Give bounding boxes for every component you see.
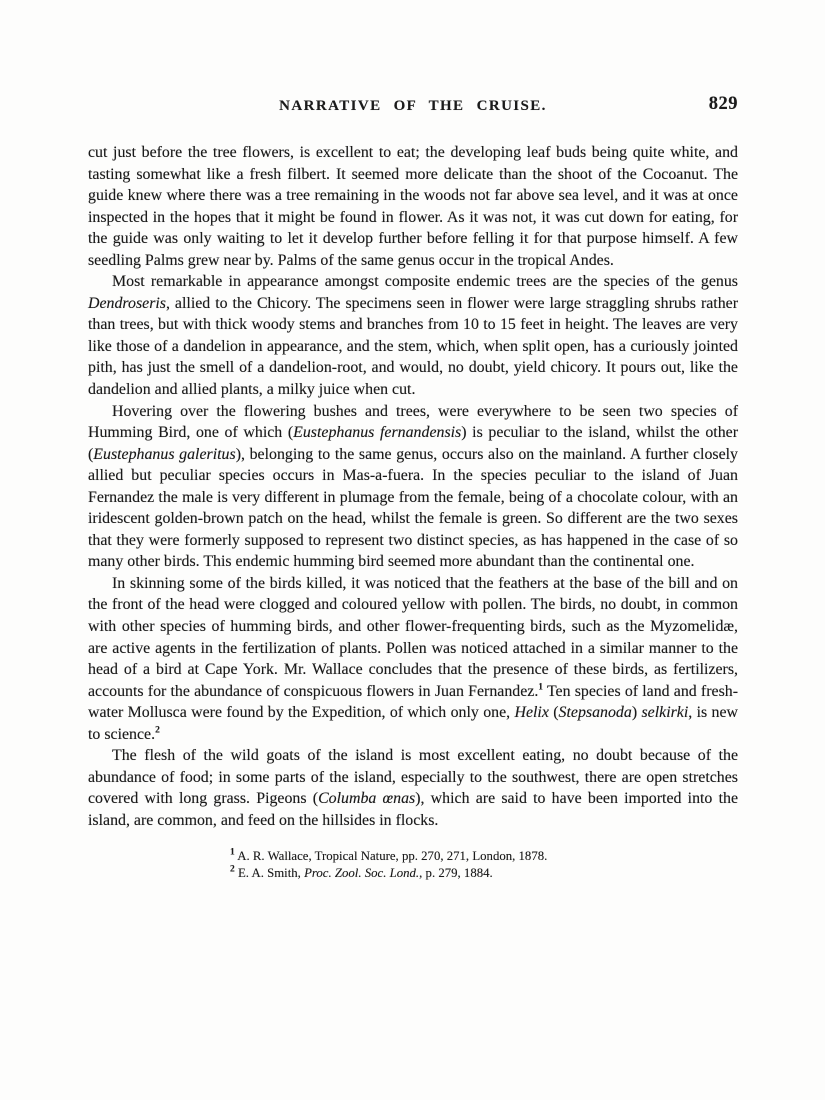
paragraph — [88, 142, 738, 271]
paragraph — [88, 401, 738, 573]
footnote — [230, 848, 738, 866]
footnotes — [230, 848, 738, 883]
footnote-marker: 1 — [230, 847, 235, 858]
italic-text: Helix — [514, 704, 549, 722]
text-run: ), which are said to have been imported into the island, are common, and feed on the hillsides in flocks. — [88, 790, 738, 829]
text-run: In skinning some of the birds killed, it was noticed that the feathers at the base of the bill and on the front of the head were clogged and coloured yellow with pollen. The birds, no doubt, in common with other species of humming birds, and other flower-frequenting birds, such as the Myzomelidæ, are active agents in the fertilization of plants. Pollen was noticed attached in a similar manner to the head of a bird at Cape York. Mr. Wallace concludes that the presence of these birds, as fertilizers, accounts for the abundance of conspicuous flowers in Juan Fernandez. — [88, 574, 738, 700]
footnote-marker: 2 — [230, 864, 235, 875]
italic-text: Proc. Zool. Soc. Lond. — [304, 866, 420, 880]
text-run: Ten species of land and fresh-water Mollusca were found by the Expedition, of which only one, — [88, 682, 738, 722]
paragraph — [88, 745, 738, 831]
footnote-marker: 1 — [538, 682, 544, 693]
running-head — [88, 94, 738, 117]
text-run: ) is peculiar to the island, whilst the other ( — [88, 424, 738, 463]
running-head-title: NARRATIVE OF THE CRUISE. — [279, 98, 547, 114]
text-run: , p. 279, 1884. — [419, 866, 493, 880]
footnote — [230, 865, 738, 883]
text-run: Hovering over the flowering bushes and trees, were everywhere to be seen two species of Humming Bird, one of which ( — [88, 402, 738, 442]
text-run: E. A. Smith, — [234, 866, 305, 880]
footnote-marker: 2 — [155, 725, 160, 736]
italic-text: Stepsanoda — [558, 704, 632, 722]
text-run: , is new to science. — [88, 704, 739, 743]
paragraph — [88, 573, 738, 745]
text-run: ), belonging to the same genus, occurs also on the mainland. A further closely allied but peculiar species occurs in Mas-a-fuera. In the species peculiar to the island of Juan Fernandez the male is very different in plumage from the female, being of a chocolate colour, with an iridescent golden-brown patch on the head, whilst the female is green. So different are the two sexes that they were formerly supposed to represent two distinct species, as has happened in the case of so many other birds. This endemic humming bird seemed more abundant than the continental one. — [88, 445, 738, 571]
page-content — [88, 94, 739, 883]
text-run: The flesh of the wild goats of the island is most excellent eating, no doubt because of the abundance of food; in some parts of the island, especially to the southwest, there are open stretches covered with long grass. Pigeons ( — [88, 747, 738, 808]
italic-text: Columba œnas — [318, 790, 416, 808]
text-run: ( — [548, 704, 559, 722]
paragraph — [88, 271, 738, 400]
text-run: ) — [631, 704, 642, 722]
italic-text: selkirki — [641, 704, 689, 722]
text-run: Most remarkable in appearance amongst composite endemic trees are the species of the genus — [112, 273, 738, 291]
text-run: cut just before the tree flowers, is excellent to eat; the developing leaf buds being quite white, and tasting somewhat like a fresh filbert. It seemed more delicate than the shoot of the Cocoanut. The guide knew where there was a tree remaining in the woods not far above sea level, and it was at once inspected in the hopes that it might be found in flower. As it was not, it was cut down for eating, for the guide was only waiting to let it develop further before felling it for that purpose himself. A few seedling Palms grew near by. Palms of the same genus occur in the tropical Andes. — [88, 144, 738, 269]
text-run: , allied to the Chicory. The specimens seen in flower were large straggling shrubs rather than trees, but with thick woody stems and branches from 10 to 15 feet in height. The leaves are very like those of a dandelion in appearance, and the stem, which, when split open, has a curiously jointed pith, has just the smell of a dandelion-root, and would, no doubt, yield chicory. It pours out, like the dandelion and allied plants, a milky juice when cut. — [88, 294, 738, 399]
text-run: A. R. Wallace, Tropical Nature, pp. 270, 271, London, 1878. — [234, 848, 548, 863]
italic-text: Eustephanus fernandensis — [293, 424, 462, 442]
italic-text: Eustephanus galeritus — [93, 445, 236, 463]
italic-text: Dendroseris — [88, 294, 166, 312]
page-number: 829 — [708, 94, 738, 114]
body-text — [88, 142, 738, 832]
